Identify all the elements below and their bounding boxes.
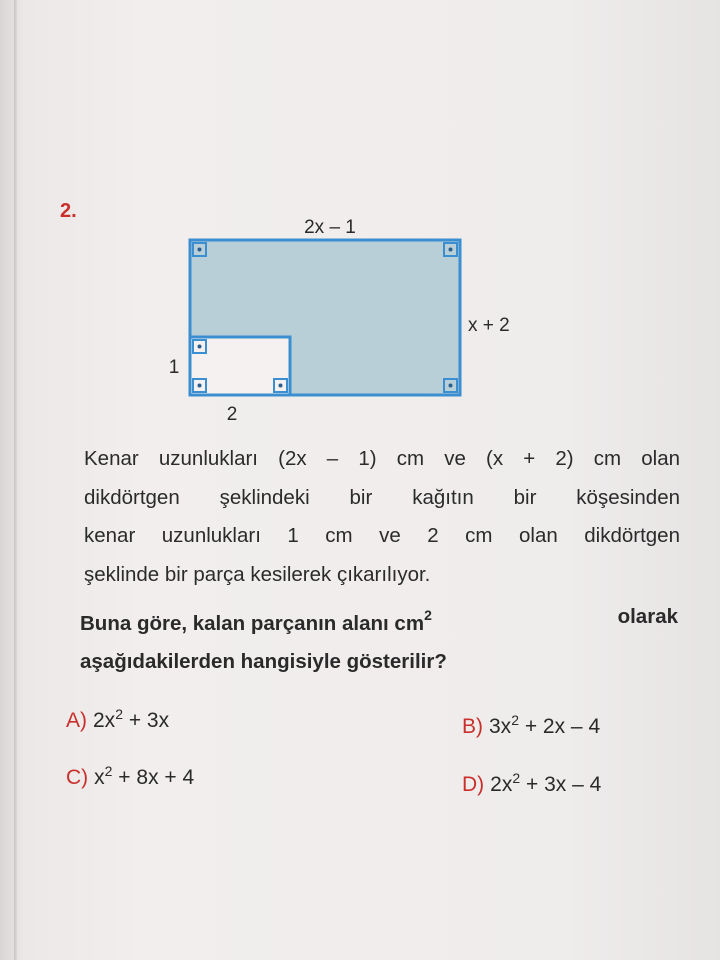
question-prompt	[80, 598, 678, 681]
rectangle-diagram	[160, 205, 540, 425]
problem-line: kenar uzunlukları 1 cm ve 2 cm olan dikdörtgen	[84, 524, 680, 547]
option-label: C)	[66, 766, 89, 789]
prompt-line-1-main: Buna göre, kalan parçanın alanı $cm^2$	[80, 607, 432, 635]
option-c[interactable]: C) $x^2 + 8x + 4$	[66, 763, 195, 789]
option-a[interactable]: A) $2x^2 + 3x$	[66, 706, 170, 732]
option-label: B)	[462, 715, 483, 738]
problem-text	[84, 440, 680, 594]
option-label: D)	[462, 773, 485, 796]
top-side-label: 2x – 1	[304, 217, 356, 238]
prompt-line-1	[80, 598, 678, 643]
page-spine-shadow	[14, 0, 17, 960]
option-b[interactable]: B) $3x^2 + 2x - 4$	[462, 712, 601, 738]
right-side-label: x + 2	[468, 315, 510, 336]
question-number: 2.	[60, 200, 77, 222]
option-d[interactable]: D) $2x^2 + 3x - 4$	[462, 770, 602, 796]
prompt-line-1-end: olarak	[617, 605, 678, 628]
problem-line: şeklinde bir parça kesilerek çıkarılıyor.	[84, 562, 431, 586]
cut-width-label: 2	[226, 404, 238, 425]
cut-height-label: 1	[168, 357, 180, 378]
prompt-line-2: aşağıdakilerden hangisiyle gösterilir?	[80, 649, 447, 673]
option-label: A)	[66, 709, 87, 732]
problem-line: Kenar uzunlukları (2x – 1) cm ve (x + 2) cm olan	[84, 447, 680, 470]
problem-line: dikdörtgen şeklindeki bir kağıtın bir köşesinden	[84, 485, 680, 509]
